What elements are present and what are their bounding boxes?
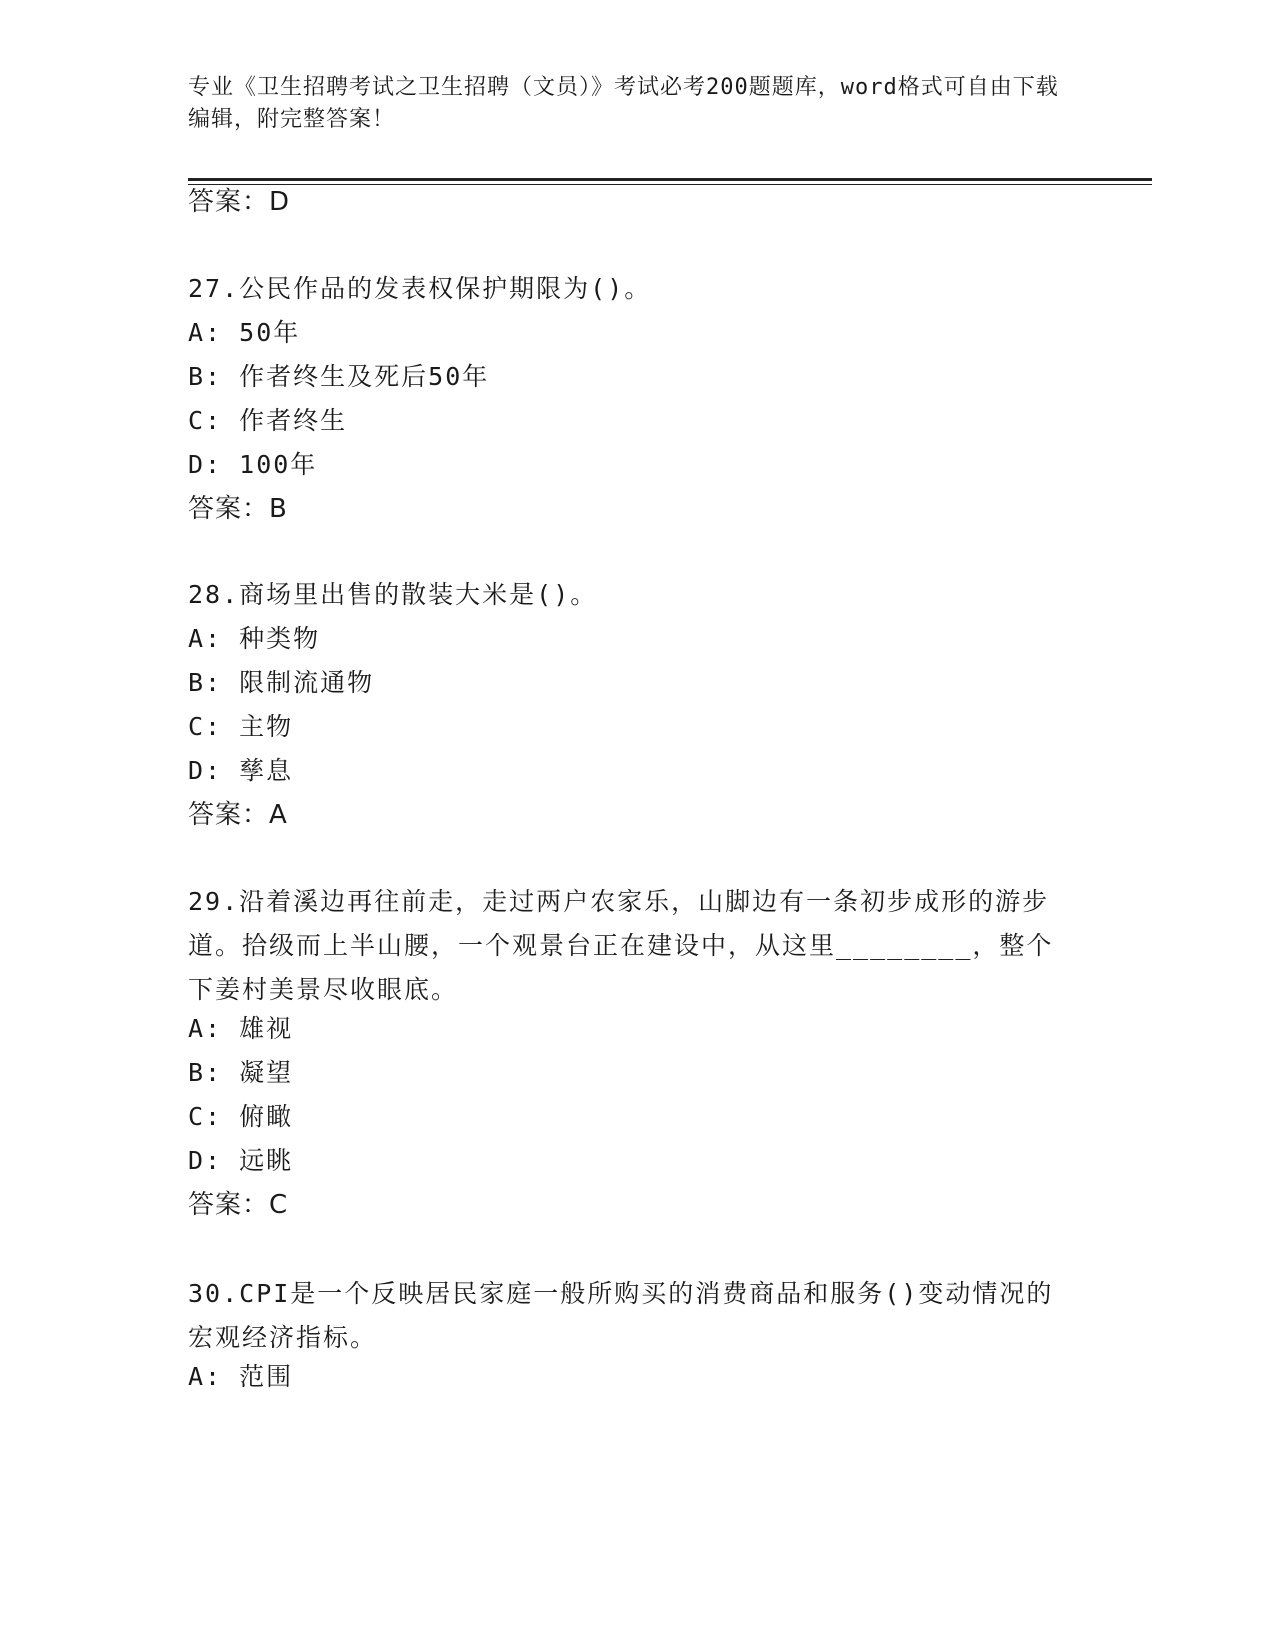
answer-29: 答案：C bbox=[188, 1190, 289, 1220]
option-28-a: A: 种类物 bbox=[188, 624, 321, 653]
option-28-d: D: 孳息 bbox=[188, 756, 294, 785]
question-28: 28.商场里出售的散装大米是()。 bbox=[188, 580, 598, 609]
option-27-a: A: 50年 bbox=[188, 318, 301, 347]
option-28-b: B: 限制流通物 bbox=[188, 668, 375, 697]
option-30-a: A: 范围 bbox=[188, 1362, 294, 1391]
question-29: 29.沿着溪边再往前走，走过两户农家乐，山脚边有一条初步成形的游步道。拾级而上半山腰，一个观景台正在建设中，从这里________，整个下姜村美景尽收眼底。 bbox=[188, 887, 1054, 1004]
option-29-c: C: 俯瞰 bbox=[188, 1102, 294, 1131]
option-29-a: A: 雄视 bbox=[188, 1014, 294, 1043]
answer-26: 答案：D bbox=[188, 187, 291, 217]
answer-28: 答案：A bbox=[188, 800, 288, 830]
option-27-b: B: 作者终生及死后50年 bbox=[188, 362, 490, 391]
answer-27: 答案：B bbox=[188, 494, 288, 524]
option-29-d: D: 远眺 bbox=[188, 1146, 294, 1175]
option-27-d: D: 100年 bbox=[188, 450, 318, 479]
question-27: 27.公民作品的发表权保护期限为()。 bbox=[188, 274, 652, 303]
header-rule bbox=[188, 178, 1152, 181]
option-27-c: C: 作者终生 bbox=[188, 406, 348, 435]
option-29-b: B: 凝望 bbox=[188, 1058, 294, 1087]
option-28-c: C: 主物 bbox=[188, 712, 294, 741]
header-rule-thin bbox=[188, 184, 1152, 185]
document-header: 专业《卫生招聘考试之卫生招聘（文员）》考试必考200题题库，word格式可自由下载编辑，附完整答案！ bbox=[188, 75, 1059, 132]
question-30: 30.CPI是一个反映居民家庭一般所购买的消费商品和服务()变动情况的宏观经济指标。 bbox=[188, 1279, 1054, 1352]
